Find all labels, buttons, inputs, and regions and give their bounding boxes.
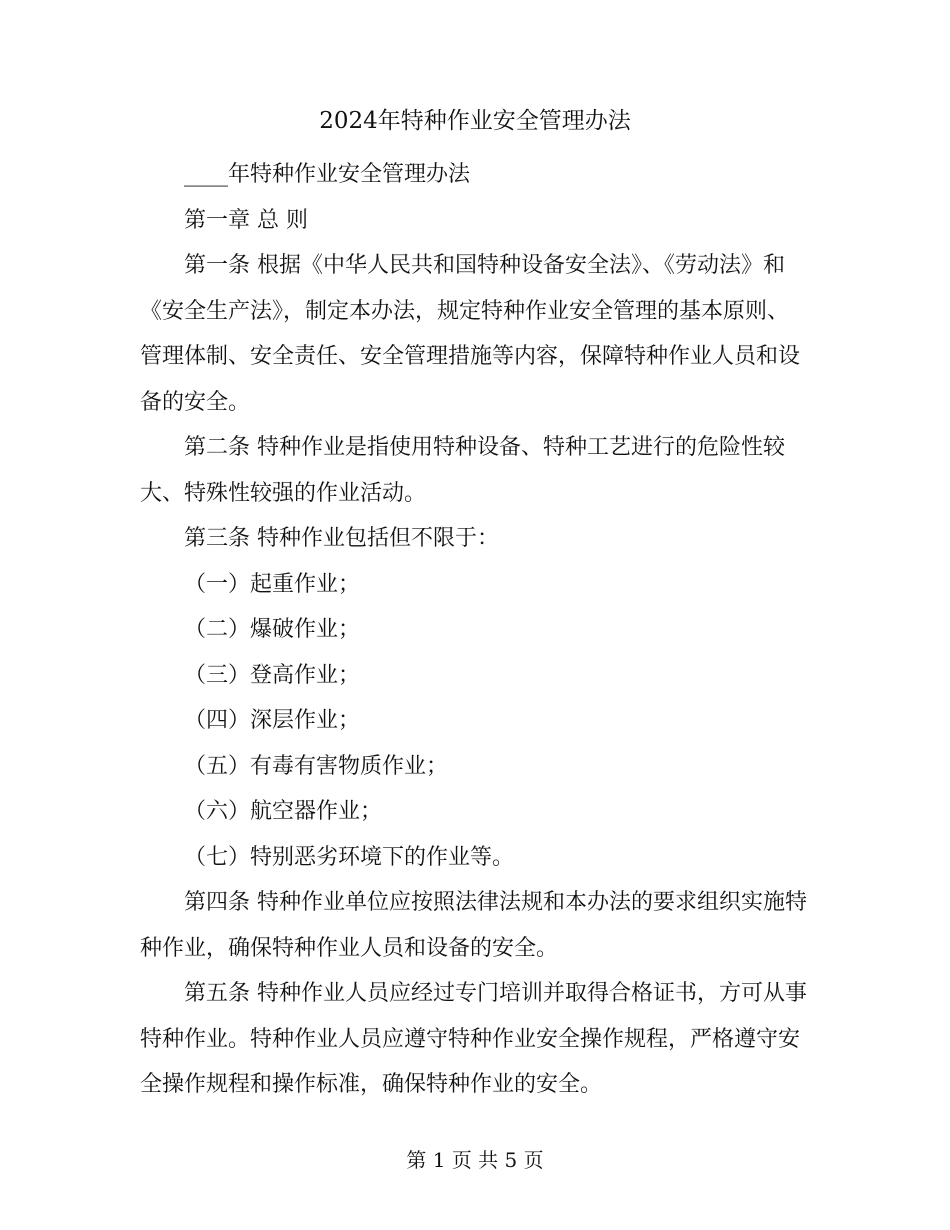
- document-body: [140, 152, 810, 1108]
- article-3: 第三条 特种作业包括但不限于：: [184, 526, 499, 551]
- document-title: 2024年特种作业安全管理办法: [319, 108, 631, 134]
- article-4: 第四条 特种作业单位应按照法律法规和本办法的要求组织实施特种作业，确保特种作业人员和设备的安全。: [140, 890, 807, 961]
- list-item: （三）登高作业；: [184, 662, 361, 688]
- article-1: 第一条 根据《中华人民共和国特种设备安全法》、《劳动法》和《安全生产法》，制定本办法，规定特种作业安全管理的基本原则、管理体制、安全责任、安全管理措施等内容，保障特种作业人员和设备的安全。: [140, 253, 801, 415]
- list-item: （六）航空器作业；: [184, 799, 383, 824]
- list-item: （一）起重作业；: [184, 571, 361, 597]
- list-item: （五）有毒有害物质作业；: [184, 753, 449, 779]
- list-item: （四）深层作业；: [184, 708, 361, 733]
- list-item: （七）特别恶劣环境下的作业等。: [184, 844, 515, 870]
- page-number: 第 1 页 共 5 页: [406, 1148, 544, 1172]
- article-5: 第五条 特种作业人员应经过专门培训并取得合格证书，方可从事特种作业。特种作业人员应遵守特种作业安全操作规程，严格遵守安全操作规程和操作标准，确保特种作业的安全。: [140, 981, 807, 1097]
- list-item: （二）爆破作业；: [184, 617, 361, 642]
- chapter-heading: 第一章 总 则: [184, 207, 308, 233]
- subtitle-paragraph: ____年特种作业安全管理办法: [184, 162, 471, 187]
- article-2: 第二条 特种作业是指使用特种设备、特种工艺进行的危险性较大、特殊性较强的作业活动。: [140, 435, 785, 506]
